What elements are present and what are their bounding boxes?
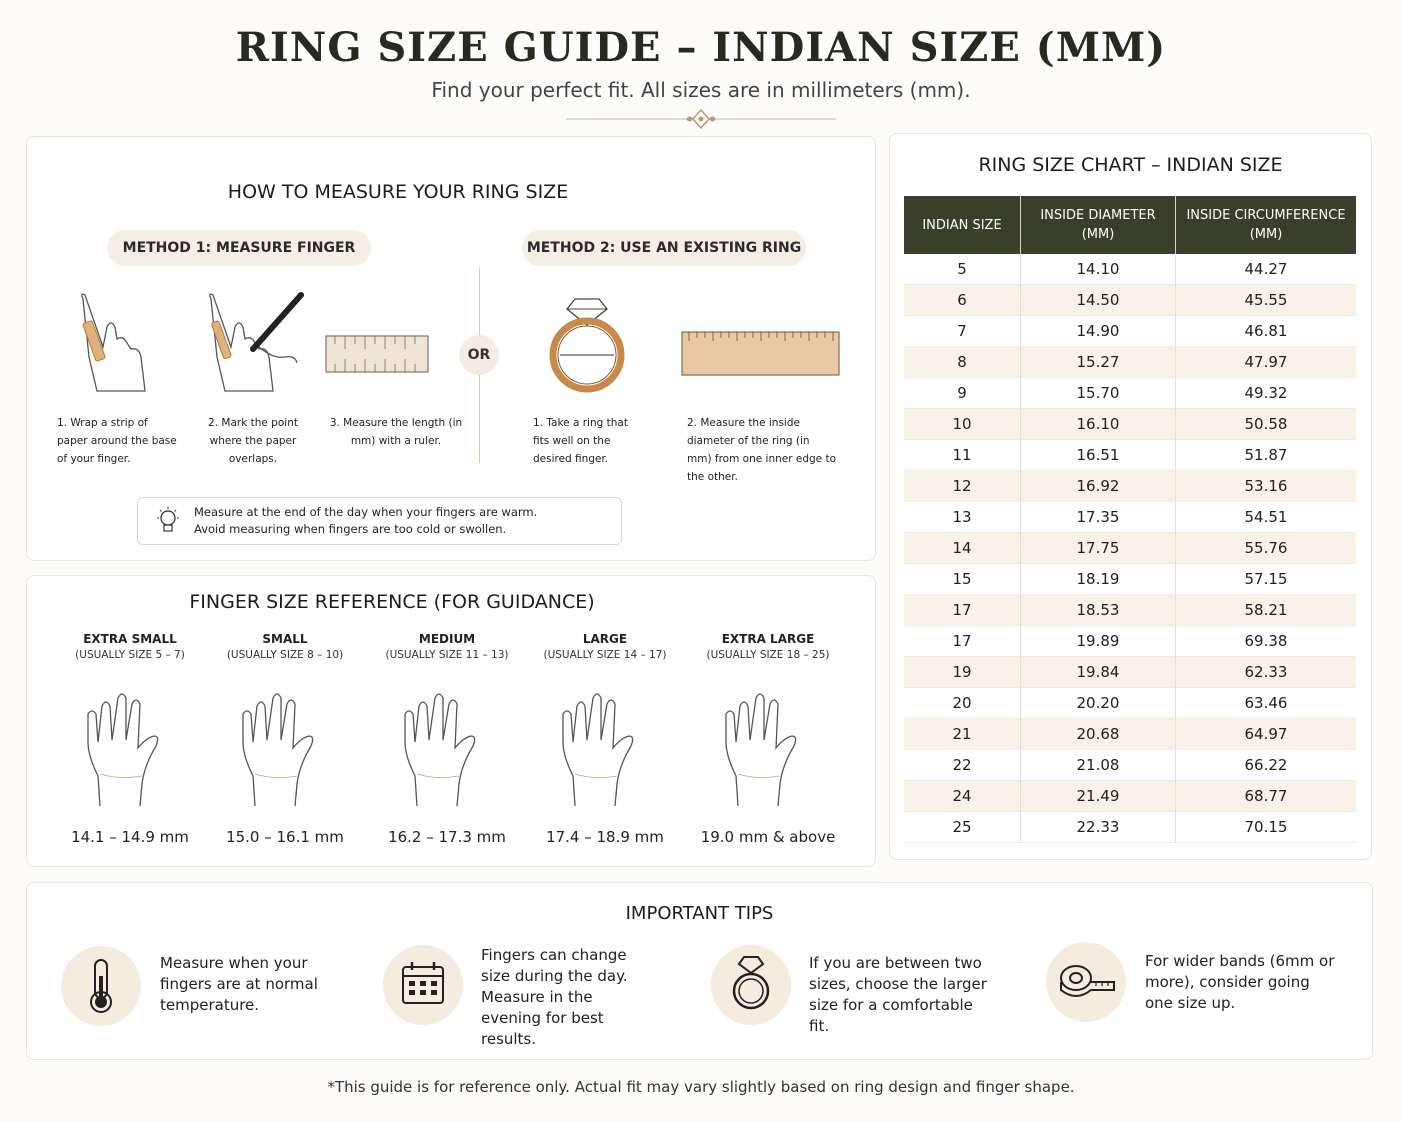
cell-diameter: 14.90 (1021, 316, 1176, 347)
finger-size-range: 17.4 – 18.9 mm (546, 828, 664, 846)
cell-circumference: 53.16 (1176, 471, 1357, 502)
cell-indian-size: 20 (904, 688, 1021, 719)
table-row (904, 316, 1356, 347)
hand-outline-icon (70, 676, 190, 816)
cell-indian-size: 10 (904, 409, 1021, 440)
cell-indian-size: 17 (904, 626, 1021, 657)
cell-indian-size: 5 (904, 254, 1021, 285)
cell-indian-size: 25 (904, 812, 1021, 843)
tip-text-2: Fingers can change size during the day. Measure in the evening for best results. (481, 946, 628, 1048)
hand-outline-icon (387, 676, 507, 816)
cell-circumference: 51.87 (1176, 440, 1357, 471)
hand-marking-icon (203, 287, 313, 397)
hand-outline-icon (708, 676, 828, 816)
table-row (904, 812, 1356, 843)
cell-circumference: 62.33 (1176, 657, 1357, 688)
cell-circumference: 45.55 (1176, 285, 1357, 316)
hand-outline-icon (225, 676, 345, 816)
page-subtitle: Find your perfect fit. All sizes are in millimeters (mm). (431, 78, 971, 102)
cell-diameter: 21.49 (1021, 781, 1176, 812)
cell-diameter: 17.75 (1021, 533, 1176, 564)
cell-diameter: 16.92 (1021, 471, 1176, 502)
cell-indian-size: 9 (904, 378, 1021, 409)
tip-text-4: For wider bands (6mm or more), consider going one size up. (1145, 952, 1335, 1012)
cell-indian-size: 12 (904, 471, 1021, 502)
cell-diameter: 19.89 (1021, 626, 1176, 657)
cell-diameter: 16.10 (1021, 409, 1176, 440)
finger-size-label: LARGE (582, 632, 628, 646)
finger-reference-title: FINGER SIZE REFERENCE (FOR GUIDANCE) (189, 591, 595, 613)
cell-diameter: 16.51 (1021, 440, 1176, 471)
cell-diameter: 22.33 (1021, 812, 1176, 843)
important-tips-panel (26, 882, 1373, 1060)
measure-tip-line1: Measure at the end of the day when your fingers are warm. (194, 505, 538, 519)
ruler-large-icon (681, 331, 841, 377)
table-row (904, 533, 1356, 564)
cell-circumference: 69.38 (1176, 626, 1357, 657)
finger-size-l (525, 632, 685, 846)
finger-size-label: SMALL (262, 632, 308, 646)
table-row (904, 502, 1356, 533)
or-badge: OR (459, 335, 499, 375)
finger-size-range: 14.1 – 14.9 mm (71, 828, 189, 846)
finger-size-sub: (USUALLY SIZE 11 – 13) (385, 649, 509, 661)
m1-step-1: 1. Wrap a strip of paper around the base of your finger. (57, 417, 177, 465)
cell-indian-size: 14 (904, 533, 1021, 564)
finger-size-m (367, 632, 527, 846)
cell-circumference: 70.15 (1176, 812, 1357, 843)
table-row (904, 750, 1356, 781)
table-row (904, 285, 1356, 316)
cell-diameter: 14.10 (1021, 254, 1176, 285)
cell-circumference: 49.32 (1176, 378, 1357, 409)
cell-circumference: 66.22 (1176, 750, 1357, 781)
col-header-indian-size: INDIAN SIZE (904, 196, 1021, 254)
cell-circumference: 64.97 (1176, 719, 1357, 750)
thermometer-icon (61, 946, 141, 1026)
finger-size-range: 15.0 – 16.1 mm (226, 828, 344, 846)
finger-size-label: EXTRA LARGE (721, 632, 815, 646)
cell-circumference: 68.77 (1176, 781, 1357, 812)
finger-size-range: 19.0 mm & above (700, 828, 836, 846)
table-row (904, 657, 1356, 688)
table-row (904, 471, 1356, 502)
cell-circumference: 55.76 (1176, 533, 1357, 564)
cell-indian-size: 21 (904, 719, 1021, 750)
cell-circumference: 63.46 (1176, 688, 1357, 719)
table-row (904, 719, 1356, 750)
cell-indian-size: 24 (904, 781, 1021, 812)
ruler-icon (325, 335, 429, 373)
hand-wrap-icon (75, 287, 155, 397)
col-header-diameter: INSIDE DIAMETER (MM) (1021, 196, 1176, 254)
tip-text-1: Measure when your fingers are at normal temperature. (160, 954, 318, 1014)
cell-diameter: 15.70 (1021, 378, 1176, 409)
finger-size-label: MEDIUM (418, 632, 476, 646)
cell-indian-size: 13 (904, 502, 1021, 533)
ring-icon (711, 945, 791, 1025)
measure-tip-box (137, 497, 622, 545)
finger-size-xs (50, 632, 210, 846)
m1-step-3: 3. Measure the length (in mm) with a ruler. (329, 417, 463, 447)
finger-size-range: 16.2 – 17.3 mm (388, 828, 506, 846)
m2-step-1: 1. Take a ring that fits well on the desired finger. (533, 417, 628, 465)
tip-icon-circle (61, 946, 141, 1026)
cell-diameter: 18.19 (1021, 564, 1176, 595)
table-row (904, 626, 1356, 657)
finger-reference-panel (26, 575, 876, 867)
hand-outline-icon (545, 676, 665, 816)
cell-diameter: 21.08 (1021, 750, 1176, 781)
ring-size-table (904, 196, 1356, 843)
cell-indian-size: 8 (904, 347, 1021, 378)
ring-diamond-icon (547, 295, 627, 395)
cell-diameter: 18.53 (1021, 595, 1176, 626)
calendar-icon (383, 945, 463, 1025)
table-row (904, 781, 1356, 812)
cell-indian-size: 22 (904, 750, 1021, 781)
ornament-divider (566, 108, 836, 130)
finger-size-sub: (USUALLY SIZE 14 – 17) (543, 649, 667, 661)
cell-diameter: 15.27 (1021, 347, 1176, 378)
cell-diameter: 14.50 (1021, 285, 1176, 316)
ring-size-chart-title: RING SIZE CHART – INDIAN SIZE (978, 154, 1283, 176)
cell-indian-size: 15 (904, 564, 1021, 595)
cell-indian-size: 6 (904, 285, 1021, 316)
table-row (904, 409, 1356, 440)
cell-indian-size: 7 (904, 316, 1021, 347)
cell-indian-size: 17 (904, 595, 1021, 626)
cell-circumference: 50.58 (1176, 409, 1357, 440)
method2-pill: METHOD 2: USE AN EXISTING RING (522, 230, 806, 266)
table-row (904, 440, 1356, 471)
how-to-measure-title: HOW TO MEASURE YOUR RING SIZE (227, 181, 569, 203)
how-to-measure-panel (26, 136, 876, 561)
cell-diameter: 17.35 (1021, 502, 1176, 533)
cell-circumference: 44.27 (1176, 254, 1357, 285)
finger-size-sub: (USUALLY SIZE 5 – 7) (75, 649, 185, 661)
table-row (904, 688, 1356, 719)
cell-indian-size: 19 (904, 657, 1021, 688)
table-row (904, 347, 1356, 378)
cell-diameter: 19.84 (1021, 657, 1176, 688)
cell-indian-size: 11 (904, 440, 1021, 471)
tip-text-3: If you are between two sizes, choose the larger size for a comfortable fit. (809, 954, 987, 1035)
cell-circumference: 46.81 (1176, 316, 1357, 347)
important-tips-title: IMPORTANT TIPS (625, 903, 774, 924)
table-row (904, 378, 1356, 409)
table-row (904, 564, 1356, 595)
cell-circumference: 54.51 (1176, 502, 1357, 533)
cell-circumference: 47.97 (1176, 347, 1357, 378)
m2-step-2: 2. Measure the inside diameter of the ring (in mm) from one inner edge to the other. (687, 417, 837, 483)
cell-diameter: 20.68 (1021, 719, 1176, 750)
table-row (904, 254, 1356, 285)
lightbulb-icon (154, 506, 182, 536)
method1-pill: METHOD 1: MEASURE FINGER (107, 230, 371, 266)
cell-circumference: 57.15 (1176, 564, 1357, 595)
finger-size-sub: (USUALLY SIZE 8 – 10) (226, 649, 344, 661)
tip-icon-circle (383, 945, 463, 1025)
measure-tip-line2: Avoid measuring when fingers are too cold or swollen. (194, 522, 507, 536)
measuring-tape-icon (1046, 942, 1126, 1022)
col-header-circumference: INSIDE CIRCUMFERENCE (MM) (1176, 196, 1357, 254)
finger-size-label: EXTRA SMALL (83, 632, 177, 646)
finger-size-sub: (USUALLY SIZE 18 – 25) (706, 649, 830, 661)
page-title: RING SIZE GUIDE – INDIAN SIZE (MM) (235, 24, 1167, 71)
finger-size-s (205, 632, 365, 846)
m1-step-2: 2. Mark the point where the paper overlaps. (208, 417, 298, 465)
cell-circumference: 58.21 (1176, 595, 1357, 626)
table-row (904, 595, 1356, 626)
footer-disclaimer: *This guide is for reference only. Actual fit may vary slightly based on ring design and finger shape. (327, 1078, 1075, 1096)
tip-icon-circle (1046, 942, 1126, 1022)
cell-diameter: 20.20 (1021, 688, 1176, 719)
tip-icon-circle (711, 945, 791, 1025)
finger-size-xl (688, 632, 848, 846)
